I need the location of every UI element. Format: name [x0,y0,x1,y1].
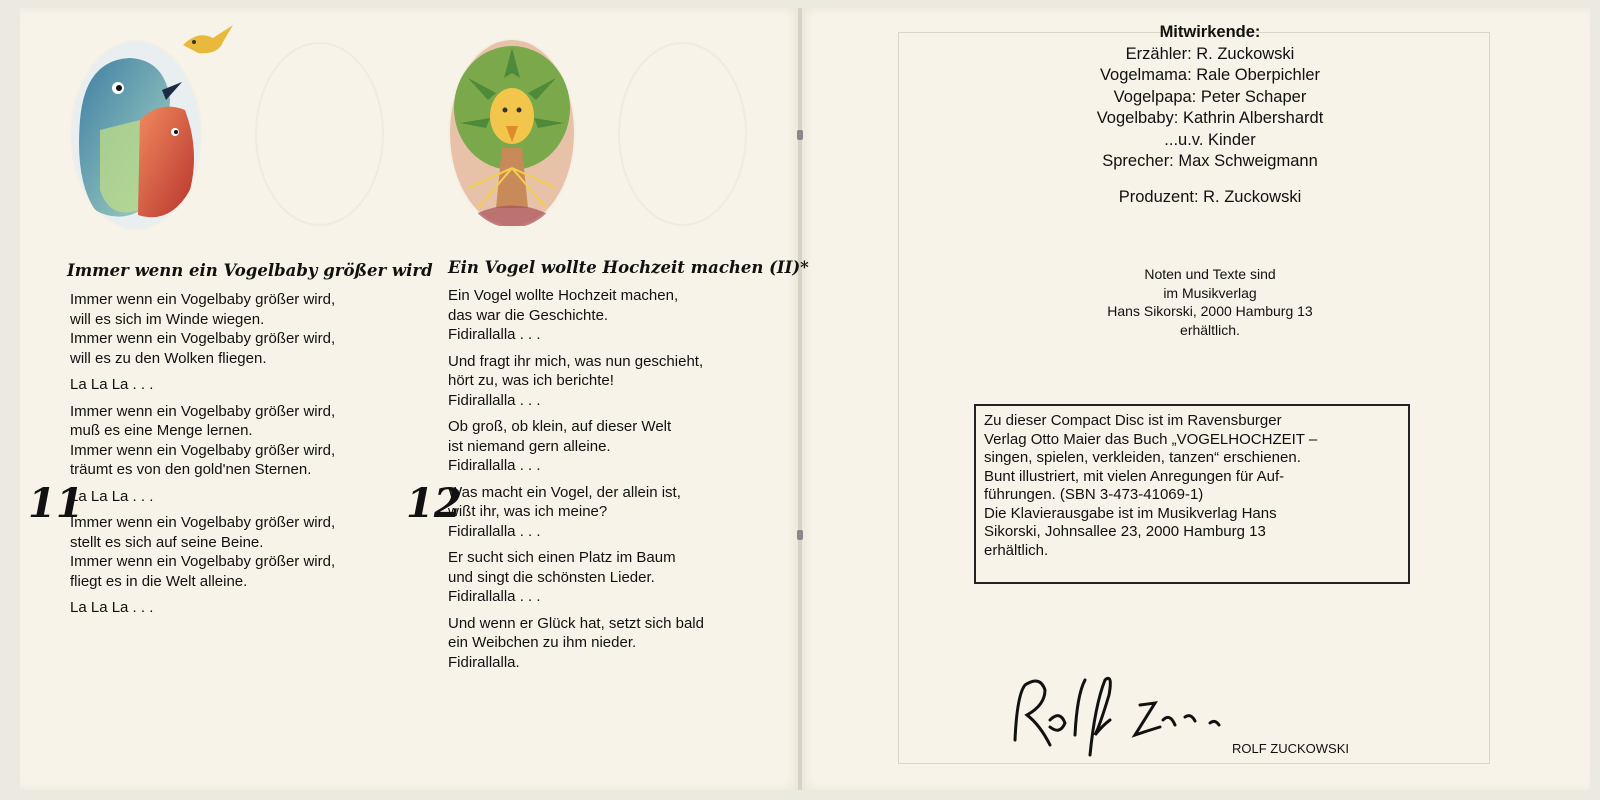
staple [797,530,803,540]
birds-illustration [70,40,202,230]
notice-line: Hans Sikorski, 2000 Hamburg 13 [1107,303,1313,319]
book-notice-line: singen, spielen, verkleiden, tanzen“ erschienen. [984,449,1301,466]
lyric-line: Fidirallalla. [448,653,520,671]
lyric-line: will es sich im Winde wiegen. [70,310,265,328]
lyric-line: Er sucht sich einen Platz im Baum [448,549,676,566]
lyrics-song-12 [448,286,704,679]
lyric-line: will es zu den Wolken fliegen. [70,349,267,367]
notice-line: Noten und Texte sind [1144,266,1276,282]
sheet-music-notice [1040,265,1380,339]
credit-line: ...u.v. Kinder [1164,130,1256,149]
book-notice-line: Die Klavierausgabe ist im Musikverlag Hans [984,504,1277,522]
credit-line: Vogelpapa: Peter Schaper [1113,87,1307,106]
staple [797,130,803,140]
song-title-12: Ein Vogel wollte Hochzeit machen (II)* [448,258,809,277]
lyric-line: Ob groß, ob klein, auf dieser Welt [448,418,672,435]
lyric-line: fliegt es in die Welt alleine. [70,572,248,590]
show-through-oval [618,42,747,226]
track-number-12: 12 [406,480,462,527]
lyric-line: Immer wenn ein Vogelbaby größer wird, [70,330,336,347]
credits-heading: Mitwirkende: [1159,23,1261,41]
lyric-line: Fidirallalla . . . [448,588,541,605]
spacer [1010,173,1410,187]
credit-line: Sprecher: Max Schweigmann [1102,152,1318,170]
lyric-line: ein Weibchen zu ihm nieder. [448,634,637,651]
lyric-line: Fidirallalla . . . [448,391,541,409]
notice-line: im Musikverlag [1163,284,1257,301]
lyric-line: hört zu, was ich berichte! [448,372,614,389]
credit-line: Erzähler: R. Zuckowski [1125,44,1295,63]
booklet-spine [798,8,802,790]
sun-tree-illustration [448,38,576,228]
book-notice-line: Bunt illustriert, mit vielen Anregungen für Auf- [984,467,1285,485]
lyric-line: träumt es von den gold'nen Sternen. [70,461,312,478]
lyric-line: und singt die schönsten Lieder. [448,568,655,586]
track-number-11: 11 [28,480,84,527]
song-title-11: Immer wenn ein Vogelbaby größer wird [67,261,433,280]
lyric-line: Was macht ein Vogel, der allein ist, [448,483,681,501]
lyric-line: Immer wenn ein Vogelbaby größer wird, [70,402,336,420]
lyric-line: Ein Vogel wollte Hochzeit machen, [448,287,679,304]
credit-line: Vogelmama: Rale Oberpichler [1099,66,1321,84]
lyric-refrain: La La La . . . [70,599,154,616]
book-notice-line: Verlag Otto Maier das Buch „VOGELHOCHZEIT – [984,430,1318,448]
lyric-line: Immer wenn ein Vogelbaby größer wird, [70,553,336,570]
notice-line: erhältlich. [1180,321,1240,338]
producer-line: Produzent: R. Zuckowski [1118,187,1302,206]
signature-name: ROLF ZUCKOWSKI [1232,741,1350,756]
handwritten-signature [1005,665,1245,765]
small-yellow-bird [178,20,238,60]
book-notice-line: Sikorski, Johnsallee 23, 2000 Hamburg 13 [984,523,1266,540]
lyric-line: ist niemand gern alleine. [448,437,611,455]
lyric-line: Fidirallalla . . . [448,326,541,343]
lyric-line: Fidirallalla . . . [448,457,541,474]
lyric-line: das war die Geschichte. [448,306,609,324]
lyric-line: stellt es sich auf seine Beine. [70,533,264,551]
lyric-line: Und wenn er Glück hat, setzt sich bald [448,614,704,632]
lyric-line: wißt ihr, was ich meine? [448,503,608,520]
lyric-line: Immer wenn ein Vogelbaby größer wird, [70,291,336,308]
lyrics-song-11 [70,290,335,625]
credit-line: Vogelbaby: Kathrin Albershardt [1096,109,1324,127]
lyric-refrain: La La La . . . [70,376,154,393]
lyric-refrain: La La La . . . [70,487,154,505]
lyric-line: Und fragt ihr mich, was nun geschieht, [448,352,704,370]
book-notice-box [974,404,1410,584]
lyric-line: muß es eine Menge lernen. [70,422,253,439]
lyric-line: Immer wenn ein Vogelbaby größer wird, [70,441,336,459]
book-notice-line: Zu dieser Compact Disc ist im Ravensburger [984,412,1282,429]
book-notice-line: führungen. (SBN 3-473-41069-1) [984,486,1204,503]
credits-block [1010,22,1410,208]
show-through-oval [255,42,384,226]
book-notice-line: erhältlich. [984,541,1049,559]
lyric-line: Immer wenn ein Vogelbaby größer wird, [70,514,336,531]
lyric-line: Fidirallalla . . . [448,522,541,540]
